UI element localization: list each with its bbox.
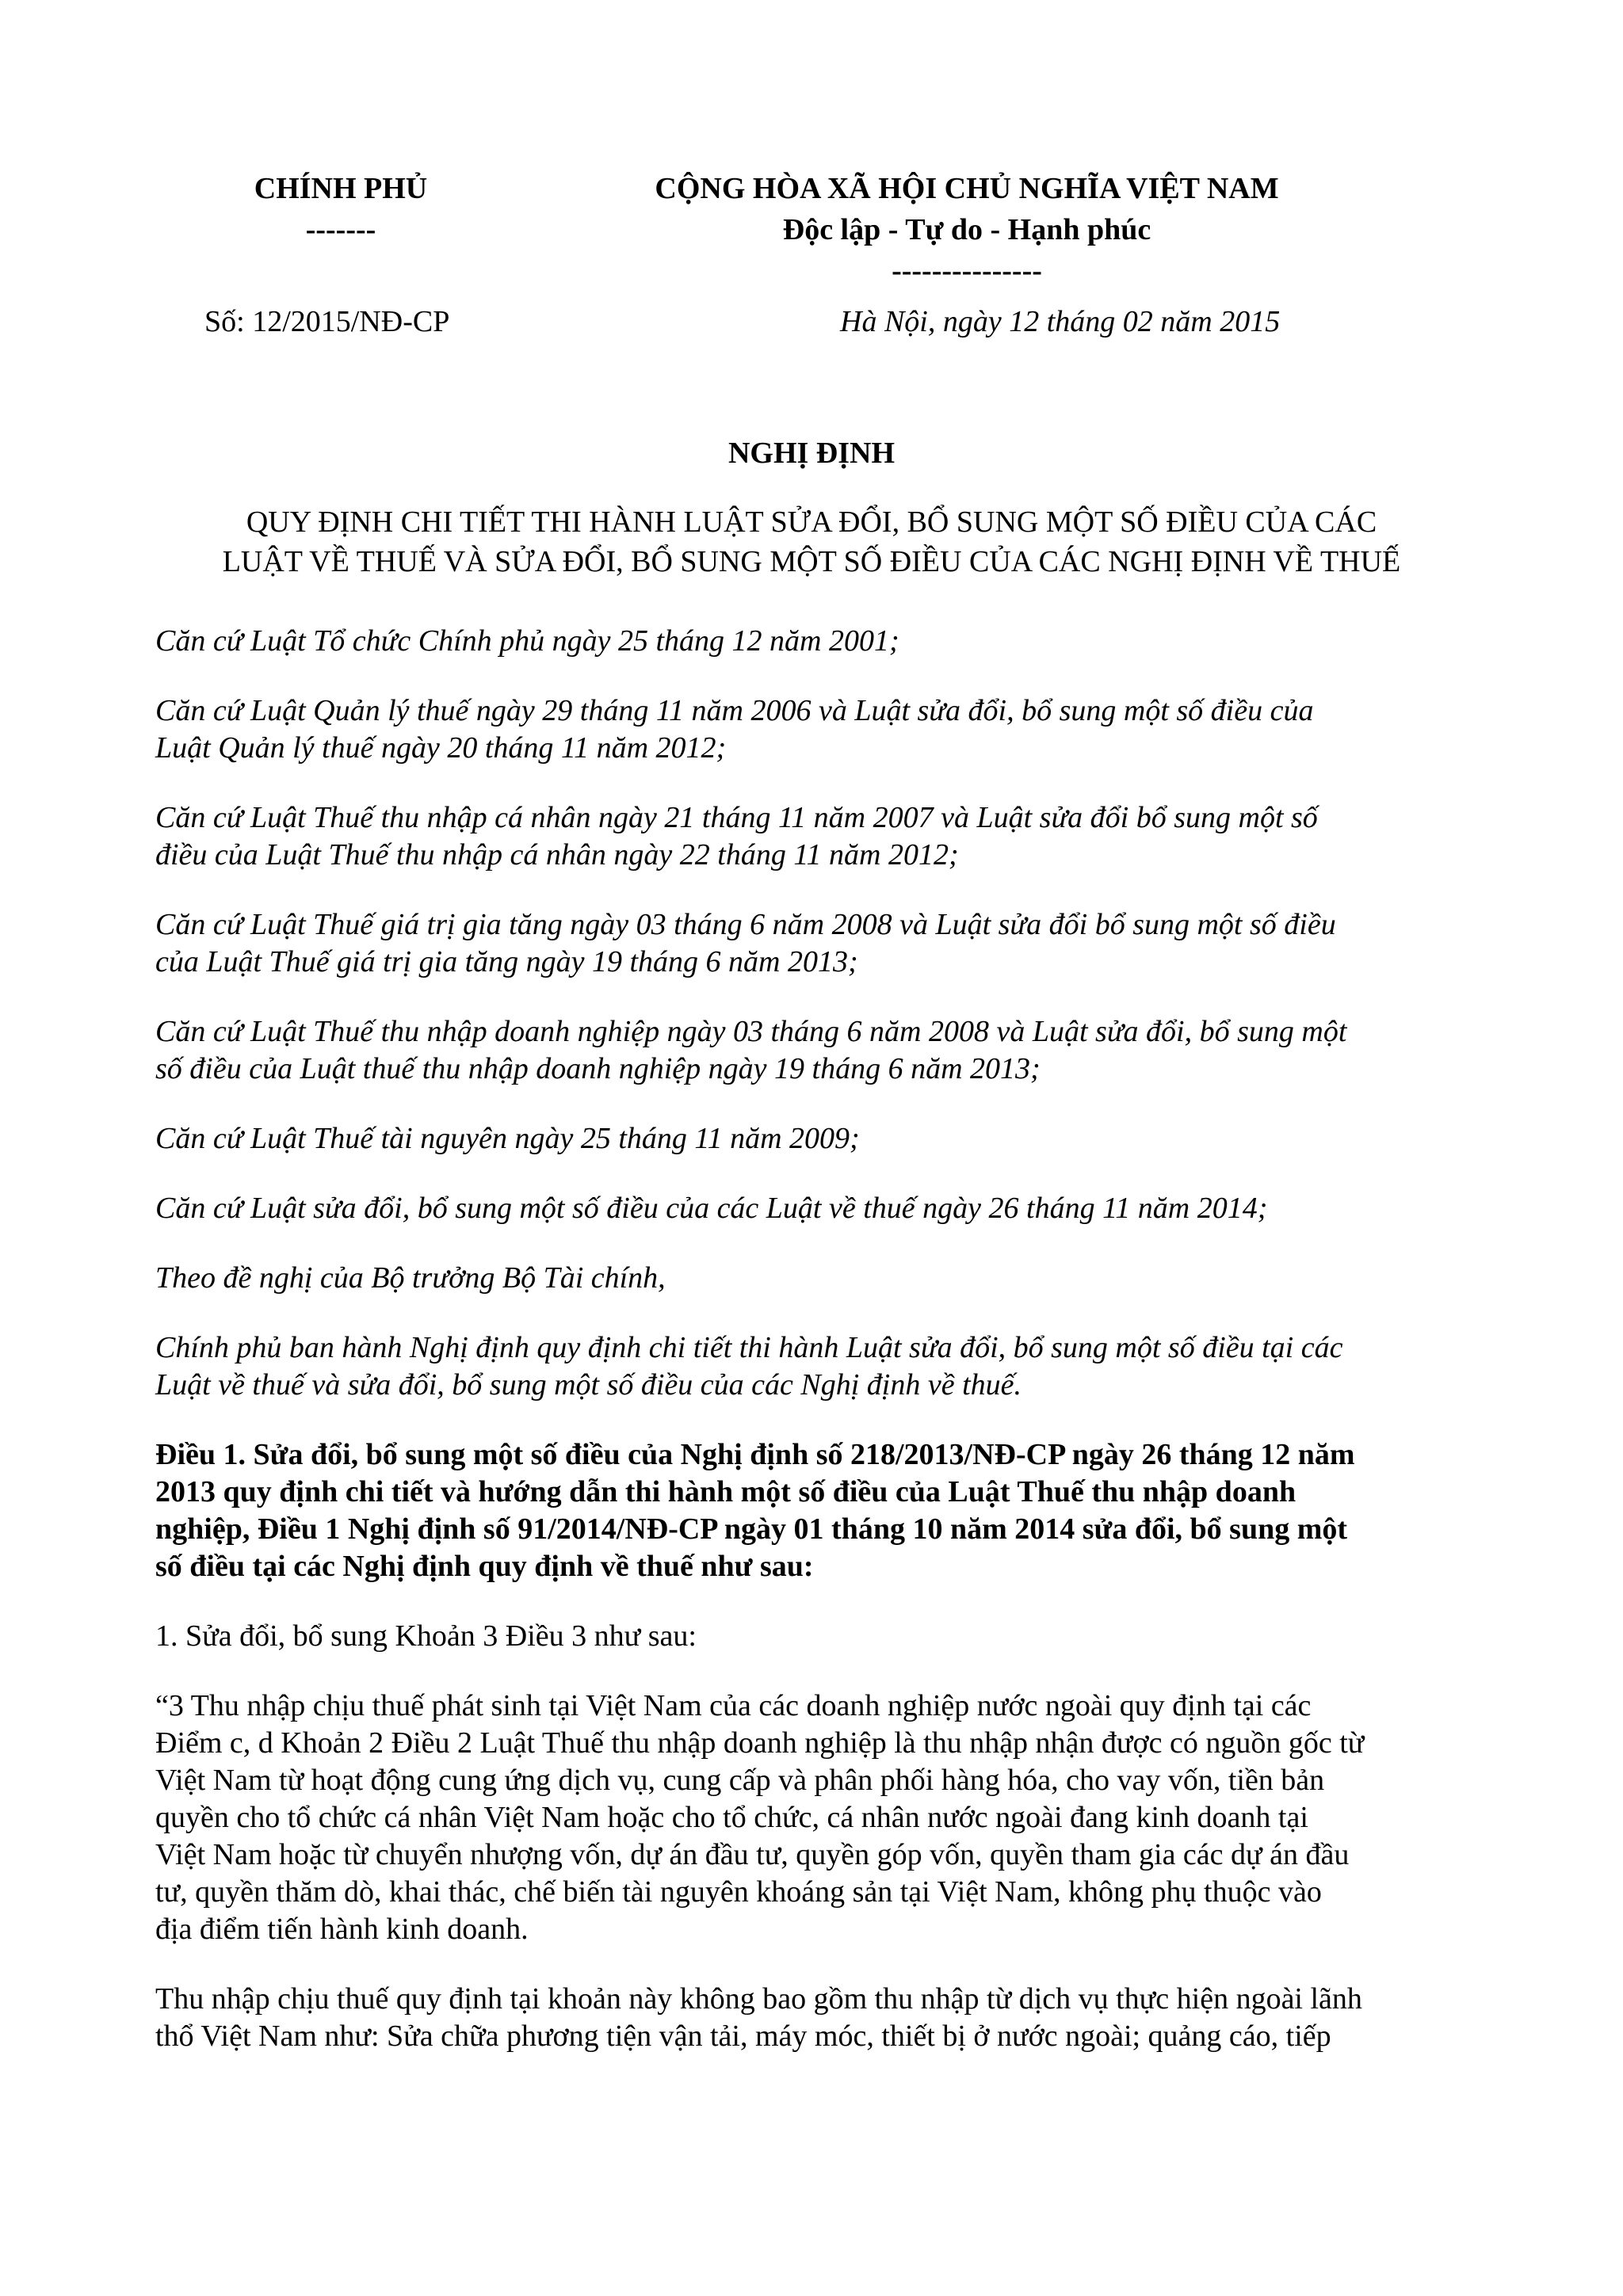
text-line: nghiệp, Điều 1 Nghị định số 91/2014/NĐ-CP ngày 01 tháng 10 năm 2014 sửa đổi, bổ sung một: [155, 1512, 1348, 1546]
text-line: Việt Nam từ hoạt động cung ứng dịch vụ, cung cấp và phân phối hàng hóa, cho vay vốn, tiền bản: [155, 1764, 1325, 1797]
document-number: Số: 12/2015/NĐ-CP: [204, 305, 450, 338]
text-line: số điều tại các Nghị định quy định về thuế như sau:: [155, 1550, 814, 1583]
document-type: NGHỊ ĐỊNH: [727, 437, 896, 470]
text-line: địa điểm tiến hành kinh doanh.: [155, 1913, 529, 1946]
national-motto: Độc lập - Tự do - Hạnh phúc: [782, 213, 1151, 246]
text-line: thổ Việt Nam như: Sửa chữa phương tiện vận tải, máy móc, thiết bị ở nước ngoài; quảng cáo, tiếp: [155, 2019, 1331, 2053]
article-1-item-1: [155, 1618, 1471, 1655]
text-line: Căn cứ Luật Tổ chức Chính phủ ngày 25 tháng 12 năm 2001;: [155, 624, 899, 658]
text-line: của Luật Thuế giá trị gia tăng ngày 19 tháng 6 năm 2013;: [155, 945, 858, 978]
text-line: Theo đề nghị của Bộ trưởng Bộ Tài chính,: [155, 1261, 666, 1295]
text-line: Chính phủ ban hành Nghị định quy định chi tiết thi hành Luật sửa đổi, bổ sung một số điều tại các: [155, 1331, 1343, 1364]
text-line: “3 Thu nhập chịu thuế phát sinh tại Việt Nam của các doanh nghiệp nước ngoài quy định tại các: [155, 1689, 1312, 1722]
issuer-block: [198, 168, 483, 250]
preamble-paragraph: [155, 692, 1471, 767]
motto-rule: ---------------: [892, 254, 1042, 288]
text-line: Điều 1. Sửa đổi, bổ sung một số điều của Nghị định số 218/2013/NĐ-CP ngày 26 tháng 12 năm: [155, 1438, 1355, 1471]
preamble-paragraph: [155, 1329, 1471, 1404]
document-body: [155, 623, 1471, 2088]
text-line: Căn cứ Luật Thuế giá trị gia tăng ngày 03 tháng 6 năm 2008 và Luật sửa đổi bổ sung một số điều: [155, 908, 1336, 941]
preamble-paragraph: [155, 623, 1471, 660]
text-line: điều của Luật Thuế thu nhập cá nhân ngày 22 tháng 11 năm 2012;: [155, 838, 959, 871]
country-name: CỘNG HÒA XÃ HỘI CHỦ NGHĨA VIỆT NAM: [655, 172, 1279, 205]
text-line: 2013 quy định chi tiết và hướng dẫn thi hành một số điều của Luật Thuế thu nhập doanh: [155, 1475, 1296, 1508]
text-line: Căn cứ Luật sửa đổi, bổ sung một số điều của các Luật về thuế ngày 26 tháng 11 năm 2014;: [155, 1192, 1268, 1225]
text-line: Thu nhập chịu thuế quy định tại khoản này không bao gồm thu nhập từ dịch vụ thực hiện ngoài lãnh: [155, 1982, 1362, 2016]
preamble-paragraph: [155, 799, 1471, 874]
text-line: quyền cho tổ chức cá nhân Việt Nam hoặc cho tổ chức, cá nhân nước ngoài đang kinh doanh tại: [155, 1801, 1308, 1834]
text-line: 1. Sửa đổi, bổ sung Khoản 3 Điều 3 như sau:: [155, 1619, 697, 1653]
text-line: Việt Nam hoặc từ chuyển nhượng vốn, dự án đầu tư, quyền góp vốn, quyền tham gia các dự án đầu: [155, 1838, 1350, 1871]
document-title: [143, 502, 1480, 582]
text-line: tư, quyền thăm dò, khai thác, chế biến tài nguyên khoáng sản tại Việt Nam, không phụ thuộc vào: [155, 1875, 1322, 1909]
issuer-name: CHÍNH PHỦ: [254, 172, 428, 205]
preamble-paragraph: [155, 1013, 1471, 1088]
text-line: Căn cứ Luật Thuế tài nguyên ngày 25 tháng 11 năm 2009;: [155, 1122, 860, 1155]
text-line: Căn cứ Luật Quản lý thuế ngày 29 tháng 11 năm 2006 và Luật sửa đổi, bổ sung một số điều của: [155, 694, 1314, 727]
title-line: QUY ĐỊNH CHI TIẾT THI HÀNH LUẬT SỬA ĐỔI, BỔ SUNG MỘT SỐ ĐIỀU CỦA CÁC: [246, 505, 1377, 539]
article-1-paragraph: [155, 1688, 1471, 1948]
preamble-paragraph: [155, 1260, 1471, 1297]
issuer-rule: -------: [305, 213, 376, 246]
text-line: Điểm c, d Khoản 2 Điều 2 Luật Thuế thu nhập doanh nghiệp là thu nhập nhận được có nguồn gốc từ: [155, 1726, 1365, 1760]
title-line: LUẬT VỀ THUẾ VÀ SỬA ĐỔI, BỔ SUNG MỘT SỐ ĐIỀU CỦA CÁC NGHỊ ĐỊNH VỀ THUẾ: [222, 545, 1401, 578]
place-and-date: Hà Nội, ngày 12 tháng 02 năm 2015: [840, 305, 1281, 338]
national-heading: [555, 168, 1379, 292]
article-1-paragraph: [155, 1981, 1471, 2055]
text-line: Luật Quản lý thuế ngày 20 tháng 11 năm 2012;: [155, 731, 727, 765]
preamble-paragraph: [155, 906, 1471, 981]
text-line: Căn cứ Luật Thuế thu nhập doanh nghiệp ngày 03 tháng 6 năm 2008 và Luật sửa đổi, bổ sung một: [155, 1015, 1347, 1048]
preamble-paragraph: [155, 1120, 1471, 1158]
article-1-heading: [155, 1436, 1471, 1585]
preamble-paragraph: [155, 1190, 1471, 1227]
text-line: số điều của Luật thuế thu nhập doanh nghiệp ngày 19 tháng 6 năm 2013;: [155, 1052, 1041, 1085]
text-line: Luật về thuế và sửa đổi, bổ sung một số điều của các Nghị định về thuế.: [155, 1368, 1022, 1402]
text-line: Căn cứ Luật Thuế thu nhập cá nhân ngày 21 tháng 11 năm 2007 và Luật sửa đổi bổ sung một số: [155, 801, 1318, 834]
